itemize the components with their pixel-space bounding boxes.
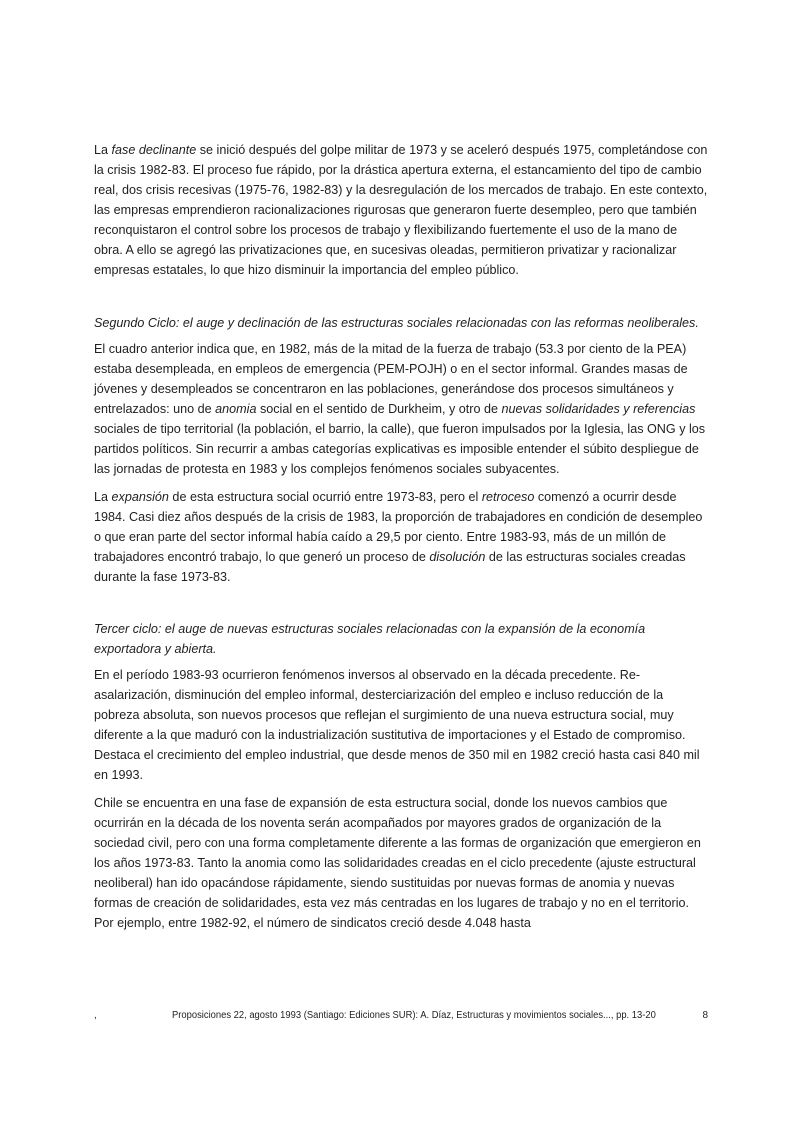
italic-term: expansión — [111, 490, 169, 504]
section-heading-segundo-ciclo — [94, 313, 708, 333]
text-segment: Chile se encuentra en una fase de expansión de esta estructura social, donde los nuevos cambios que ocurrirán en la década de los noventa serán acompañados por mayores grados de organización de la sociedad civil, pero con una forma completamente diferente a las formas de organización que emergieron en los años 1973-83. Tanto la anomia como las solidaridades creadas en el ciclo precedente (ajuste estructural neoliberal) han ido opacándose rápidamente, siendo sustituidas por nuevas formas de anomia y nuevas formas de creación de solidaridades, esta vez más centradas en los lugares de trabajo y no en el territorio. Por ejemplo, entre 1982-92, el número de sindicatos creció desde 4.048 hasta — [94, 796, 701, 930]
paragraph-chile-expansion — [94, 793, 708, 933]
section-heading-tercer-ciclo — [94, 619, 708, 659]
paragraph-fase-declinante — [94, 140, 708, 280]
italic-term: fase declinante — [111, 143, 197, 157]
paragraph-periodo-1983-93 — [94, 665, 708, 785]
text-segment: de las estructuras sociales creadas durante la fase 1973-83. — [94, 550, 686, 584]
text-segment: En el período 1983-93 ocurrieron fenómenos inversos al observado en la década precedente. Re-asalarización, disminución del empleo informal, desterciarización del empleo e incluso reducción de la pobreza absoluta, son nuevos procesos que reflejan el surgimiento de una nueva estructura social, muy diferente a la que maduró con la industrialización sustitutiva de importaciones y el Estado de compromiso. Destaca el crecimiento del empleo industrial, que desde menos de 350 mil en 1982 creció hasta casi 840 mil en 1993. — [94, 668, 700, 782]
text-segment: La — [94, 143, 112, 157]
paragraph-cuadro-anterior — [94, 339, 708, 479]
text-segment: social en el sentido de Durkheim, y otro de — [256, 402, 502, 416]
page-footer — [94, 1010, 708, 1030]
heading-text: Segundo Ciclo: el auge y declinación de las estructuras sociales relacionadas con las reformas neoliberales. — [94, 316, 699, 330]
text-segment: La — [94, 490, 112, 504]
footer-citation: Proposiciones 22, agosto 1993 (Santiago: Ediciones SUR): A. Díaz, Estructuras y movimientos sociales..., pp. 13-20 — [172, 1010, 656, 1021]
italic-term: retroceso — [481, 490, 535, 504]
text-segment: de esta estructura social ocurrió entre 1973-83, pero el — [168, 490, 482, 504]
text-segment: se inició después del golpe militar de 1973 y se aceleró después 1975, completándose con la crisis 1982-83. El proceso fue rápido, por la drástica apertura externa, el estancamiento del tipo de cambio real, dos crisis recesivas (1975-76, 1982-83) y la desregulación de los mercados de trabajo. En este contexto, las empresas emprendieron racionalizaciones rigurosas que generaron fuerte desempleo, pero que también reconquistaron el control sobre los procesos de trabajo y flexibilizando fuertemente el uso de la mano de obra. A ello se agregó las privatizaciones que, en sucesivas oleadas, permitieron privatizar y racionalizar empresas estatales, lo que hizo disminuir la importancia del empleo público. — [94, 143, 708, 277]
text-segment: comenzó a ocurrir desde 1984. Casi diez años después de la crisis de 1983, la proporción de trabajadores en condición de desempleo o que eran parte del sector informal había caído a 29,5 por ciento. Entre 1983-93, más de un millón de trabajadores encontró trabajo, lo que generó un proceso de — [94, 490, 703, 564]
text-segment: El cuadro anterior indica que, en 1982, más de la mitad de la fuerza de trabajo (53.3 por ciento de la PEA) estaba desempleada, en empleos de emergencia (PEM-POJH) o en el sector informal. Grandes masas de jóvenes y desempleados se concentraron en las poblaciones, generándose dos procesos simultáneos y entrelazados: uno de — [94, 342, 688, 416]
italic-term: disolución — [429, 550, 486, 564]
page-number: 8 — [702, 1010, 708, 1021]
document-body — [94, 140, 708, 933]
text-segment: sociales de tipo territorial (la población, el barrio, la calle), que fueron impulsados por la Iglesia, las ONG y los partidos políticos. Sin recurrir a ambas categorías explicativas es imposible entender el súbito despliegue de las jornadas de protesta en 1983 y los complejos fenómenos sociales subyacentes. — [94, 422, 706, 476]
italic-term: nuevas solidaridades y referencias — [501, 402, 696, 416]
paragraph-expansion — [94, 487, 708, 587]
heading-text: Tercer ciclo: el auge de nuevas estructuras sociales relacionadas con la expansión de la economía exportadora y abierta. — [94, 622, 646, 656]
italic-term: anomia — [215, 402, 257, 416]
footnote-mark: , — [94, 1010, 97, 1021]
